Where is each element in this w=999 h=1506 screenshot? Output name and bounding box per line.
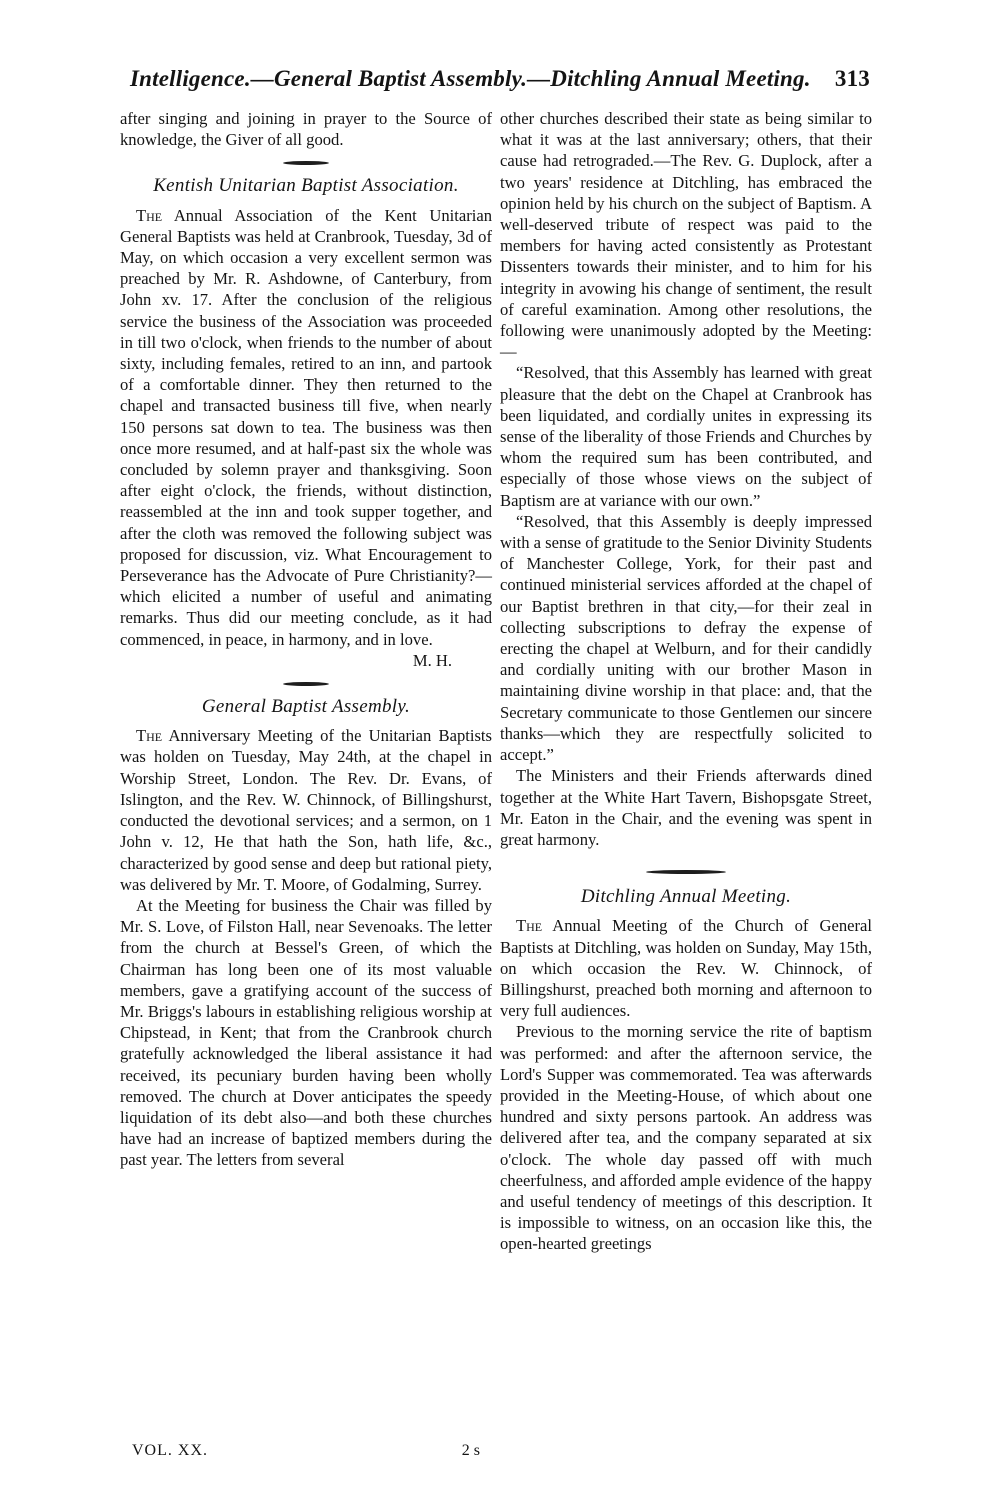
left-column — [120, 108, 492, 1171]
heading-ditchling-meeting: Ditchling Annual Meeting. — [580, 886, 792, 908]
paragraph-general-1 — [120, 725, 492, 895]
page-number: 313 — [834, 66, 870, 91]
paragraph-continued: other churches described their state as being similar to what it was at the last anniversary; others, that their cause had retrograded.—The Rev. G. Duplock, after a two years' residence at Ditchling, has embraced the opinion held by his church on the subject of Baptism. A well-deserved tribute of respect was paid to the members for having acted consistently as Protestant Dissenters towards their minister, and to him for his integrity in avowing his change of sentiment, the result of careful examination. Among other resolutions, the following were unanimously adopted by the Meeting:— — [500, 109, 872, 362]
lead-word: The — [136, 726, 163, 746]
lead-word: The — [516, 916, 543, 936]
paragraph-ditchling-1-text: Annual Meeting of the Church of General Baptists at Ditchling, was holden on Sunday, May 15th, on which occasion the Rev. W. Chinnock, of Billingshurst, preached both morning and afternoon to very full audiences. — [500, 916, 872, 1021]
volume-label: VOL. XX. — [132, 1442, 208, 1459]
right-column — [500, 108, 872, 1255]
paragraph-ditchling-1 — [500, 915, 872, 1021]
lead-word: The — [136, 205, 163, 225]
paragraph-intro: after singing and joining in prayer to the Source of knowledge, the Giver of all good. — [120, 109, 492, 150]
paragraph-resolution-2: “Resolved, that this Assembly is deeply impressed with a sense of gratitude to the Senior Divinity Students of Manchester College, York, for their past and continued ministerial services afforded at the chapel of our Baptist brethren in that city,—for their zeal in collecting subscriptions to defray the expense of erecting the chapel at Welburn, and for their candidly and cordially uniting with our brother Mason in maintaining divine worship in that place: and, that the Secretary communicate to those Gentlemen our sincere thanks—which they are respectfully solicited to accept.” — [500, 511, 872, 765]
signature-initials: M. H. — [412, 650, 452, 670]
signature-mark: 2 s — [461, 1442, 480, 1459]
paragraph-kentish — [120, 205, 492, 650]
paragraph-general-2: At the Meeting for business the Chair was filled by Mr. S. Love, of Filston Hall, near Sevenoaks. The letter from the church at Bessel's Green, of which the Chairman has long been one of its most valuable members, gave a gratifying account of the success of Mr. Briggs's labours in establishing religious worship at Chipstead, in Kent; that from the Cranbrook church gratefully acknowledged the liberal assistance it had received, its pecuniary burden having been wholly removed. The church at Dover anticipates the speedy liquidation of its debt also—and both these churches have had an increase of baptized members during the past year. The letters from several — [120, 895, 492, 1170]
running-head-title: Intelligence.—General Baptist Assembly.—Ditchling Annual Meeting. — [130, 66, 811, 91]
heading-kentish-association: Kentish Unitarian Baptist Association. — [153, 175, 459, 197]
paragraph-ditchling-2: Previous to the morning service the rite of baptism was performed: and after the afternoon service, the Lord's Supper was commemorated. Tea was afterwards provided in the Meeting-House, of which about one hundred and sixty persons partook. An address was delivered after tea, and the company separated at six o'clock. The whole day passed off with much cheerfulness, and afforded ample evidence of the happy and useful tendency of meetings of this description. It is impossible to witness, on an occasion like this, the open-hearted greetings — [500, 1022, 872, 1254]
paragraph-dinner: The Ministers and their Friends afterwards dined together at the White Hart Tavern, Bishopsgate Street, Mr. Eaton in the Chair, and the evening was spent in great harmony. — [500, 766, 872, 849]
paragraph-kentish-text: Annual Association of the Kent Unitarian General Baptists was held at Cranbrook, Tuesday, 3d of May, on which occasion a very excellent sermon was preached by Mr. R. Ashdowne, of Canterbury, from John xv. 17. After the conclusion of the religious service the business of the Association was proceeded in till two o'clock, when friends to the number of about sixty, including females, retired to an inn, and partook of a comfortable dinner. They then returned to the chapel and transacted business till five, when nearly 150 persons sat down to tea. The business was then once more resumed, and at half-past six the whole was concluded by solemn prayer and thanksgiving. Soon after eight o'clock, the friends, without distinction, reassembled at the inn and took supper together, and after the cloth was removed the following subject was proposed for discussion, viz. What Encouragement to Perseverance has the Advocate of Pure Christianity?—which elicited a number of useful and animating remarks. Thus did our meeting conclude, as it had commenced, in peace, in harmony, and in love. — [120, 205, 493, 649]
ornament-divider — [283, 682, 329, 686]
ornament-divider — [283, 161, 329, 165]
ornament-divider — [646, 870, 726, 874]
paragraph-general-1-text: Anniversary Meeting of the Unitarian Baptists was holden on Tuesday, May 24th, at the chapel in Worship Street, London. The Rev. Dr. Evans, of Islington, and the Rev. W. Chinnock, of Billingshurst, conducted the devotional services; and a sermon, on 1 John v. 12, He that hath the Son, hath life, &c., characterized by good sense and deep but rational piety, was delivered by Mr. T. Moore, of Godalming, Surrey. — [120, 726, 492, 894]
paragraph-resolution-1: “Resolved, that this Assembly has learned with great pleasure that the debt on the Chapel at Cranbrook has been liquidated, and cordially unites in expressing its sense of the liberality of those Friends and Churches by whom the required sum has been contributed, and especially of those whose views on the subject of Baptism are at variance with our own.” — [500, 363, 872, 510]
heading-general-assembly: General Baptist Assembly. — [201, 696, 411, 718]
